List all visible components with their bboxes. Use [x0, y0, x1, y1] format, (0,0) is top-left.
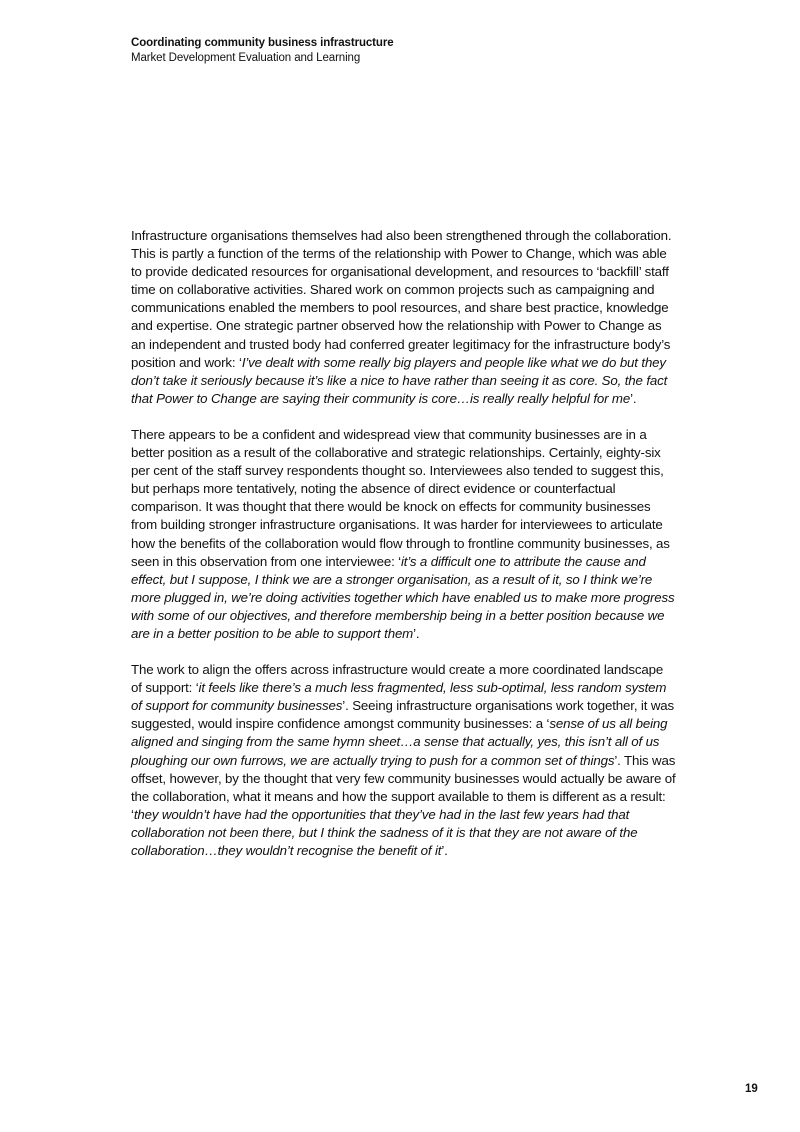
body-run: Infrastructure organisations themselves had also been strengthened through the collaboration. This is partly a function of the terms of the relationship with Power to Change, which was able to provide dedicated resources for organisational development, and resources to ‘backfill’ staff time on collaborative activities. Shared work on common projects such as campaigning and communications enabled the members to pool resources, and share best practice, knowledge and expertise. One strategic partner observed how the relationship with Power to Change as an independent and trusted body had conferred greater legitimacy for the infrastructure body’s position and work: ‘: [131, 228, 672, 370]
body-run: ’. This was offset, however, by the thought that very few community businesses would actually be aware of the collaboration, what it means and how the support available to them is different as a result: ‘: [131, 752, 676, 822]
running-header: [131, 36, 691, 66]
page-number: 19: [745, 1083, 758, 1095]
body-run: ’. Seeing infrastructure organisations work together, it was suggested, would inspire confidence amongst community businesses: a ‘: [131, 698, 675, 732]
body-run: ’.: [630, 390, 637, 406]
quote-text: sense of us all being aligned and singing from the same hymn sheet…a sense that actually, yes, this isn’t all of us ploughing our own furrows, we are actually trying to push for a common set of things: [131, 716, 668, 768]
body-text: [131, 227, 676, 878]
body-run: ’.: [413, 625, 420, 641]
paragraph: [131, 661, 676, 860]
paragraph: [131, 426, 676, 643]
quote-text: I’ve dealt with some really big players and people like what we do but they don’t take it seriously because it’s like a nice to have rather than seeing it as core. So, the fact that Power to Change are saying their community is core…is really really helpful for me: [131, 354, 668, 406]
header-subtitle: Market Development Evaluation and Learning: [131, 52, 361, 64]
body-run: There appears to be a confident and widespread view that community businesses are in a better position as a result of the collaborative and strategic relationships. Certainly, eighty-six per cent of the staff survey respondents thought so. Interviewees also tended to suggest this, but perhaps more tentatively, noting the absence of direct evidence or counterfactual comparison. It was thought that there would be knock on effects for community businesses from building stronger infrastructure organisations. It was harder for interviewees to articulate how the benefits of the collaboration would flow through to frontline community businesses, as seen in this observation from one interviewee: ‘: [131, 426, 670, 569]
body-run: ’.: [441, 843, 448, 858]
header-title: Coordinating community business infrastructure: [131, 37, 394, 49]
body-run: The work to align the offers across infrastructure would create a more coordinated landscape of support: ‘: [131, 662, 664, 696]
quote-text: it’s a difficult one to attribute the cause and effect, but I suppose, I think we are a stronger organisation, as a result of it, so I think we’re more plugged in, we’re doing activities together which have enabled us to make more progress with some of our objectives, and therefore membership being in a better position because we are in a better position to be able to support them: [131, 553, 675, 641]
quote-text: they wouldn’t have had the opportunities that they’ve had in the last few years had that collaboration not been there, but I think the sadness of it is that they are not aware of the collaboration…they wouldn’t recognise the benefit of it: [131, 806, 638, 858]
paragraph: [131, 227, 676, 408]
quote-text: it feels like there’s a much less fragmented, less sub-optimal, less random system of support for community businesses: [131, 680, 667, 714]
